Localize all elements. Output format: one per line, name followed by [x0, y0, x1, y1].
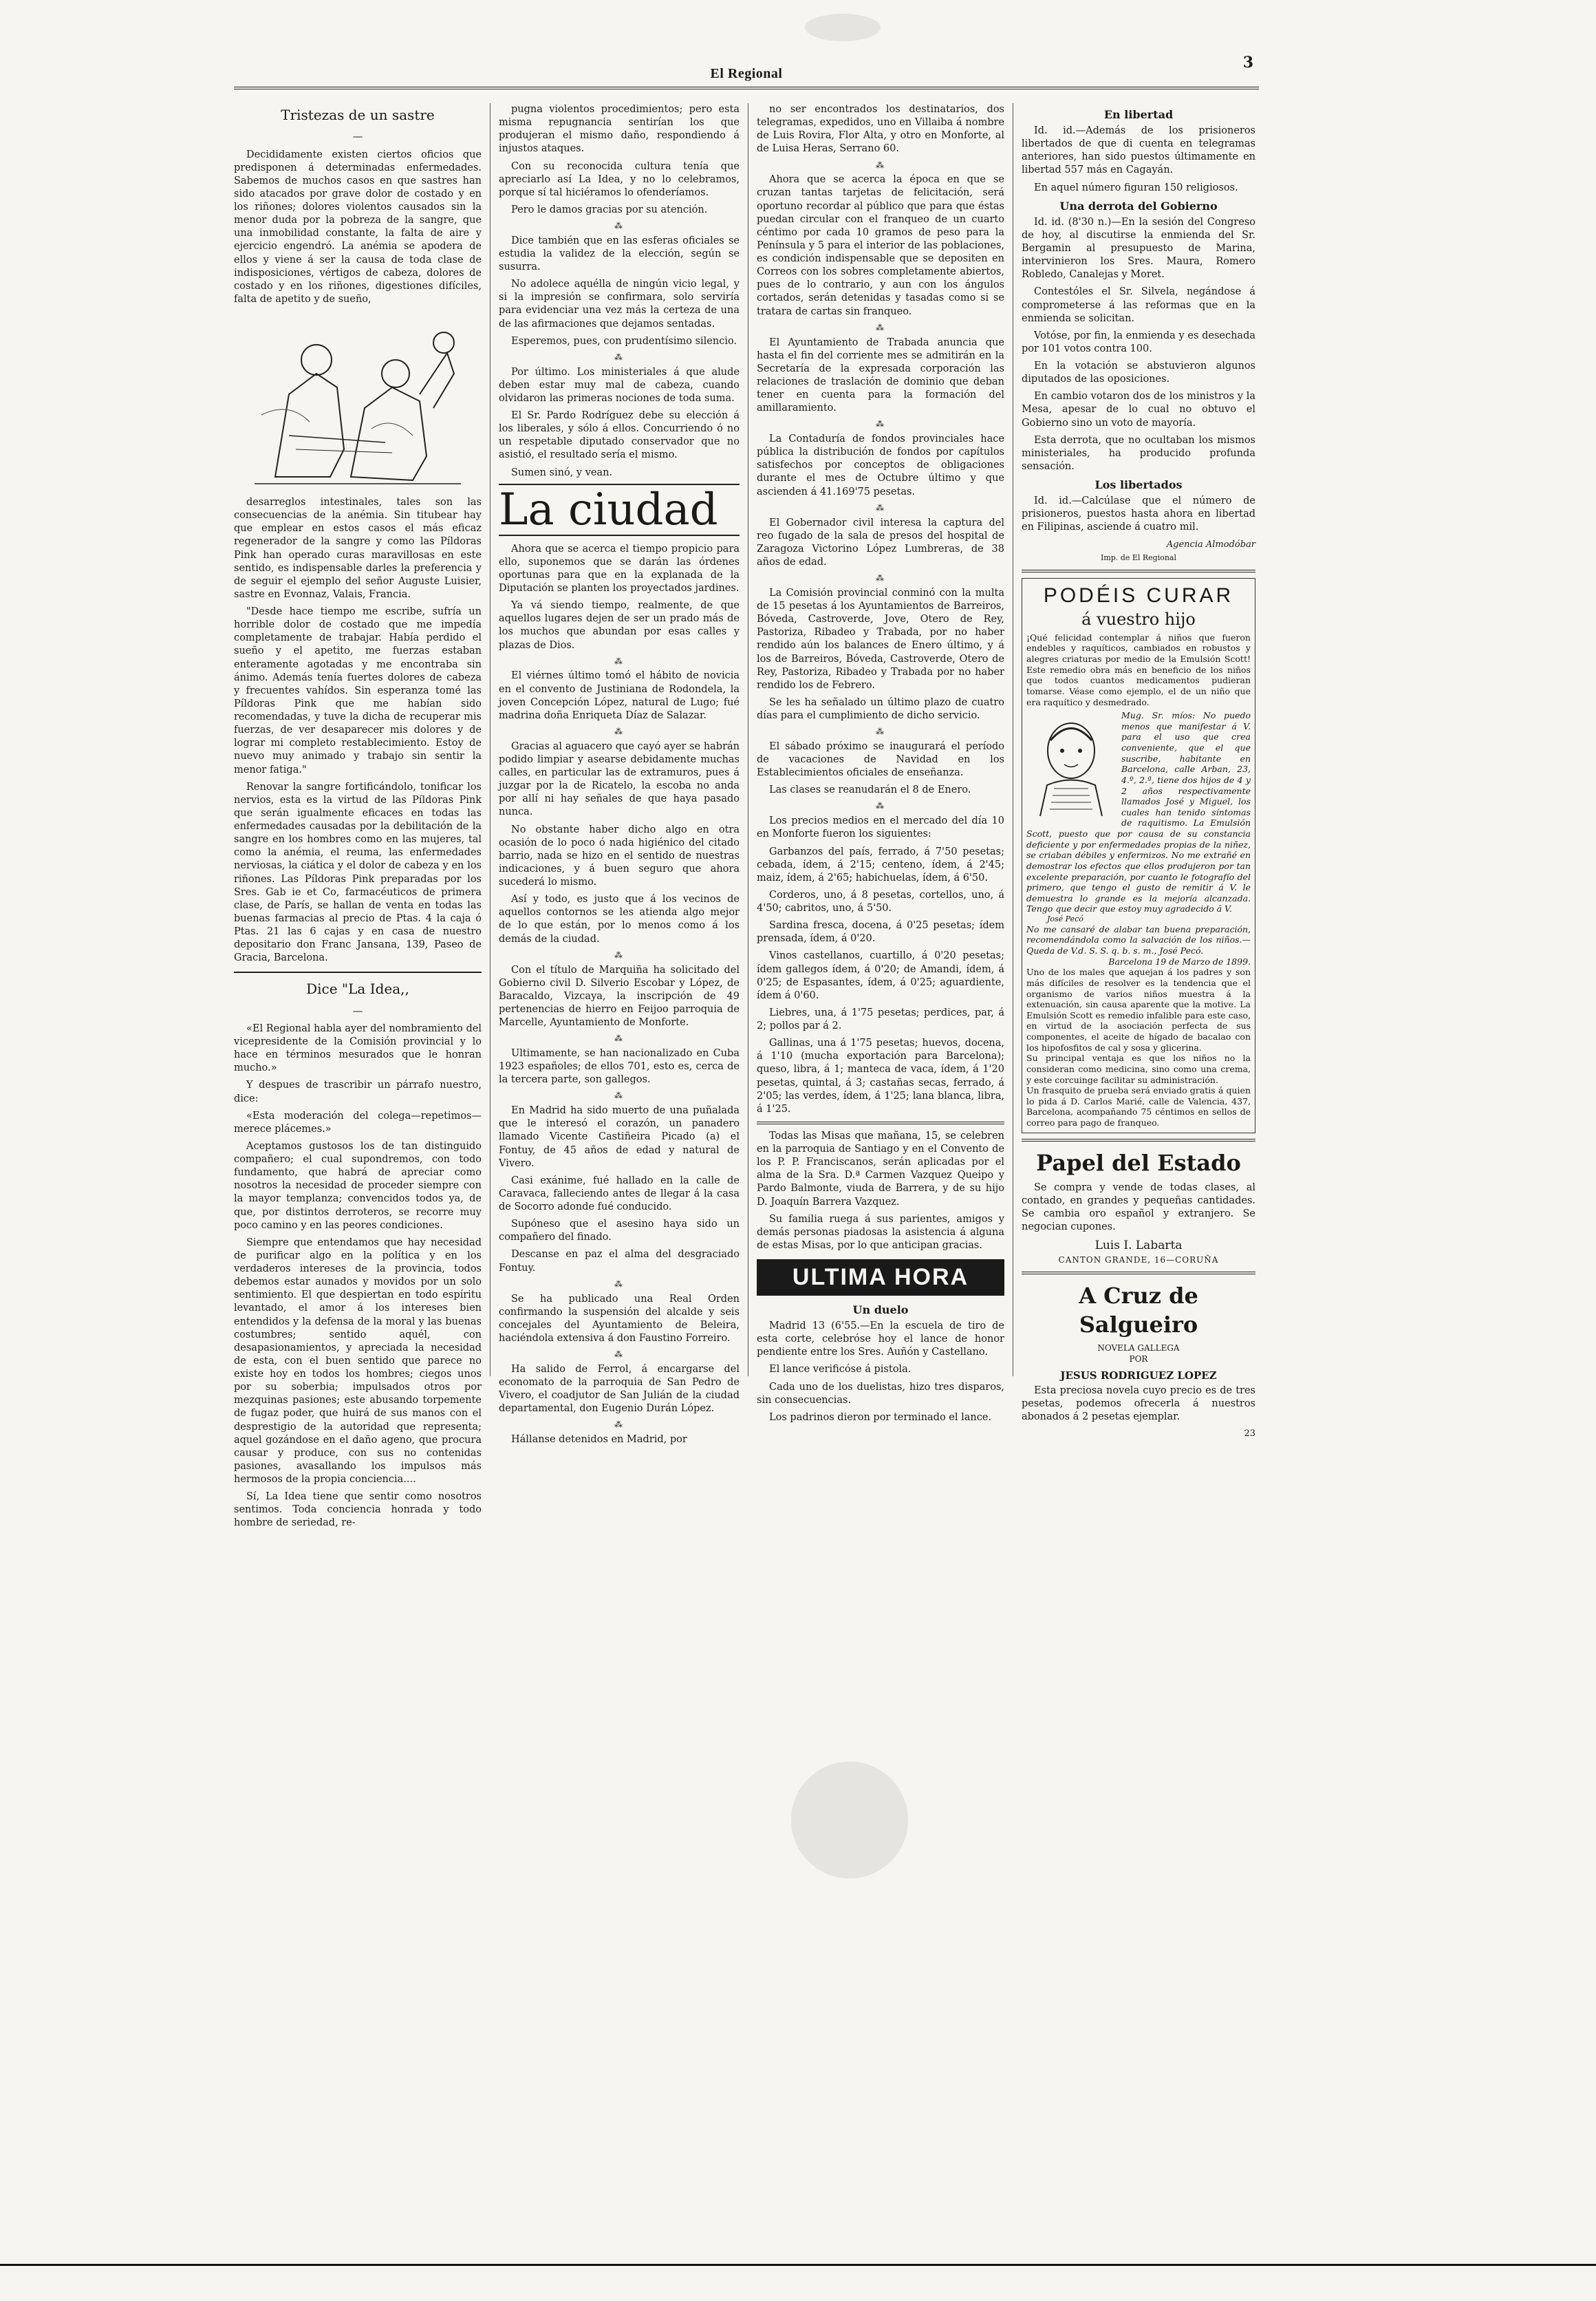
article-paragraph: desarreglos intestinales, tales son las consecuencias de la anémia. Sin titubear hay que emplear en estos casos el más eficaz regenerador de la sangre y como las Píldoras Pink han operado curas maravillosas en este sentido, es indispensable darles la preferencia y de seguir el ejemplo del señor Auguste Luisier, sastre en Evonnaz, Valais, Francia. — [234, 497, 482, 600]
page-bottom-edge — [0, 2264, 1596, 2266]
article-paragraph: Vinos castellanos, cuartillo, á 0'20 pesetas; ídem gallegos ídem, á 0'20; de Amandi, ídem, á 0'25; de Espasantes, ídem, á 0'25; aguardiente, ídem á 0'60. — [757, 950, 1004, 1001]
article-paragraph: En Madrid ha sido muerto de una puñalada que le interesó el corazón, un panadero llamado Vicente Castiñeira Picado (a) el Fontuy, de 45 años de edad y natural de Vivero. — [499, 1105, 740, 1169]
separator-asterisks: ⁂ — [614, 726, 624, 736]
tailor-illustration — [248, 312, 468, 491]
article-paragraph: Madrid 13 (6'55.—En la escuela de tiro de esta corte, celebróse hoy el lance de honor pendiente entre los Sres. Auñón y Castellano. — [757, 1320, 1004, 1358]
article-paragraph: Ha salido de Ferrol, á encargarse del economato de la parroquia de San Pedro de Vivero, el coadjutor de San Julián de la ciudad departamental, don Eugenio Durán López. — [499, 1363, 740, 1415]
article-paragraph: Se ha publicado una Real Orden confirmando la suspensión del alcalde y seis concejales del Ayuntamiento de Beleira, haciéndola extensiva á don Faustino Forreiro. — [499, 1293, 740, 1344]
column-3 — [757, 103, 1004, 1428]
ad-text: ¡Qué felicidad contemplar á niños que fueron endebles y raquíticos, cambiados en robustos y alegres criaturas por medio de la Emulsión Scott! Este remedio obra más en beneficio de los niños que todos cuantos medicamentos pudieran tomarse. Véase como ejemplo, el de un niño que era raquítico y desmedrado. — [1026, 632, 1251, 707]
separator-asterisks: ⁂ — [876, 322, 885, 332]
article-paragraph: Así y todo, es justo que á los vecinos de aquellos contornos se les atienda algo mejor de lo que están, por lo menos como á los demás de la ciudad. — [499, 894, 740, 945]
article-paragraph: Todas las Misas que mañana, 15, se celebren en la parroquia de Santiago y en el Convento de los P. P. Franciscanos, serán aplicadas por el alma de la Sra. D.ª Carmen Vazquez Queipo y Pardo Balmonte, viuda de Barrera, y de su hijo D. Joaquín Barrera Vazquez. — [757, 1130, 1004, 1208]
article-paragraph: El lance verificóse á pistola. — [769, 1364, 912, 1376]
article-paragraph: Hállanse detenidos en Madrid, por — [511, 1434, 687, 1446]
article-paragraph: Se les ha señalado un último plazo de cuatro días para el cumplimiento de dicho servicio. — [757, 696, 1004, 722]
article-paragraph: Los precios medios en el mercado del día 10 en Monforte fueron los siguientes: — [757, 815, 1004, 840]
article-paragraph: Gallinas, una á 1'75 pesetas; huevos, docena, á 1'10 (mucha exportación para Barcelona); queso, libra, á 1; manteca de vaca, ídem, á 1'20 pesetas, quintal, á 3; castañas secas, ferrado, á 2'05; las verdes, ídem, á 1'25; lana blanca, libra, á 1'25. — [757, 1038, 1004, 1115]
article-heading-libertados: Los libertados — [1094, 478, 1183, 492]
ad-text: Uno de los males que aquejan á los padres y son más difíciles de resolver es la tendencia que el organismo de varios niños muestra á la extenuación, sin causa aparente que la motive. La Emulsión Scott es remedio infalible para este caso, en virtud de la asociación perfecta de sus componentes, el aceite de hígado de bacalao con los hipofosfitos de cal y sosa y glicerina. — [1026, 967, 1251, 1053]
article-paragraph: Pero le damos gracias por su atención. — [511, 204, 708, 215]
article-paragraph: Su familia ruega á sus parientes, amigos y demás personas piadosas la asistencia á alguna de estas Misas, por lo que anticipan gracias. — [757, 1213, 1004, 1251]
separator-asterisks: ⁂ — [614, 950, 624, 960]
article-paragraph: Sí, La Idea tiene que sentir como nosotros sentimos. Toda conciencia honrada y todo hombre de seriedad, re- — [234, 1491, 482, 1529]
masthead-rule — [234, 87, 1259, 89]
article-paragraph: La Comisión provincial conminó con la multa de 15 pesetas á los Ayuntamientos de Barreiros, Bóveda, Castroverde, Jove, Otero de Rey, Pastoriza, Ribadeo y Trabada, por no haber rendido aún los balances de Enero último, y á los de Barreiros, Bóveda, Castroverde, Otero de Rey, Pastoriza, Ribadeo y Trabada por no haber rendido los de Febrero. — [757, 587, 1004, 691]
masthead — [234, 48, 1259, 96]
article-paragraph: Id. id.—Calcúlase que el número de prisioneros, puestos hasta ahora en libertad en Filipinas, asciende á cuatro mil. — [1022, 495, 1255, 533]
advertisement-emulsion-scott — [1022, 578, 1255, 1133]
article-paragraph: En la votación se abstuvieron algunos diputados de las oposiciones. — [1022, 361, 1255, 385]
article-paragraph: La Contaduría de fondos provinciales hace pública la distribución de fondos por capítulos satisfechos por conceptos de obligaciones durante el mes de Octubre último y que ascienden á 41.169'75 pesetas. — [757, 434, 1004, 497]
separator-asterisks: ⁂ — [614, 352, 624, 362]
separator-asterisks: ⁂ — [876, 727, 885, 737]
ad-testimonial: Mug. Sr. míos: No puedo menos que manifestar á V. para el uso que crea conveniente, que el que suscribe, habitante en Barcelona, calle Arban, 23, 4.º, 2.ª, tiene dos hijos de 4 y 2 años respectivamente llamados José y Miguel, los cuales han tenido síntomas de raquitismo. La Emulsión Scott, puesto que por causa de su constancia deficiente y por enfermedades propias de la niñez, se criaban débiles y enfermizos. No me extrañé en demostrar los efectos que ellos produjeron por tan excelente preparación, por cuanto le fotografío del primero, que tengo el gusto de remitir á V. le demuestra lo grande es la mejoría alcanzada. Tengo que decir que estoy muy agradecido á V. — [1026, 710, 1251, 914]
separator-asterisks: ⁂ — [876, 419, 885, 429]
article-heading-libertad: En libertad — [1103, 108, 1174, 121]
article-paragraph: Los padrinos dieron por terminado el lance. — [769, 1411, 992, 1423]
ad-title: PODÉIS CURAR — [1043, 584, 1234, 608]
article-paragraph: En cambio votaron dos de los ministros y la Mesa, apesar de lo cual no obtuvo el Gobierno sino un voto de mayoría. — [1022, 391, 1255, 429]
ad-number: 23 — [1244, 1428, 1255, 1439]
article-paragraph: Dice también que en las esferas oficiales se estudia la validez de la elección, según se susurra. — [499, 235, 740, 273]
faint-stamp-mark — [805, 14, 881, 41]
article-heading-tristezas: Tristezas de un sastre — [281, 107, 435, 123]
article-paragraph: Ahora que se acerca el tiempo propicio para ello, suponemos que se darán las órdenes oportunas para que en la explanada de la Diputación se planten los proyectados jardines. — [499, 543, 740, 595]
faint-stamp-mark — [791, 1762, 908, 1879]
imprint: Imp. de El Regional — [1100, 553, 1177, 562]
article-heading-derrota: Una derrota del Gobierno — [1059, 199, 1218, 213]
article-paragraph: Ahora que se acerca la época en que se cruzan tantas tarjetas de felicitación, será oportuno recordar al público que para que éstas puedan circular con el franqueo de un cuarto céntimo por cada 10 gramos de peso para la Península y 5 para el interior de las poblaciones, es condición indispensable que se depositen en Correos con los sobres completamente abiertos, pues de lo contrario, y aun con los ángulos cortados, serán detenidas y tasadas como si se tratara de cartas sin franqueo. — [757, 174, 1004, 317]
article-paragraph: Contestóles el Sr. Silvela, negándose á comprometerse á las reformas que en la enmienda se solicitan. — [1022, 286, 1255, 324]
article-paragraph: «El Regional habla ayer del nombramiento del vicepresidente de la Comisión provincial y lo hace en términos mesurados que le honran mucho.» — [234, 1023, 482, 1074]
agency-signature: Agencia Almodóbar — [1166, 539, 1255, 550]
article-paragraph: Casi exánime, fué hallado en la calle de Caravaca, falleciendo antes de llegar á la casa de Socorro adonde fué conducido. — [499, 1175, 740, 1213]
article-paragraph: Con su reconocida cultura tenía que apreciarlo así La Idea, y no lo celebramos, porque sí tal hiciéramos lo ofenderíamos. — [499, 160, 740, 198]
article-paragraph: El Sr. Pardo Rodríguez debe su elección á los liberales, y sólo á ellos. Concurriendo ó no un respetable diputado conservador que no asistió, el resultado sería el mismo. — [499, 410, 740, 461]
article-paragraph: Esperemos, pues, con prudentísimo silencio. — [511, 335, 737, 347]
article-paragraph: No obstante haber dicho algo en otra ocasión de lo poco ó nada higiénico del citado barrio, nada se hizo en el sentido de nuestras indicaciones, y á buen seguro que ahora sucederá lo mismo. — [499, 824, 740, 888]
newspaper-title: El Regional — [710, 66, 783, 81]
article-paragraph: Garbanzos del país, ferrado, á 7'50 pesetas; cebada, ídem, á 2'15; centeno, ídem, á 2'45; maiz, ídem, á 2'65; habichuelas, ídem, á 6'50. — [757, 846, 1004, 884]
section-banner-la-ciudad: La ciudad — [499, 484, 740, 536]
ad-papel-estado-text: Se compra y vende de todas clases, al contado, en grandes y pequeñas cantidades. Se cambia oro español y extranjero. Se negocian cupones. — [1022, 1181, 1255, 1233]
ad-novela-por: POR — [1129, 1353, 1148, 1364]
article-paragraph: Liebres, una, á 1'75 pesetas; perdices, par, á 2; pollos par á 2. — [757, 1007, 1004, 1032]
article-paragraph: Con el título de Marquiña ha solicitado del Gobierno civil D. Silverio Escobar y López, de Baracaldo, Vizcaya, la inscripción de 49 pertenencias de hierro en Feijoo parroquia de Marcelle, Ayuntamiento de Monforte. — [499, 964, 740, 1029]
separator-asterisks: ⁂ — [614, 1278, 624, 1289]
article-paragraph: Por último. Los ministeriales á que alude deben estar muy mal de cabeza, cuando olvidaron las primeras nociones de toda suma. — [499, 366, 740, 404]
ad-papel-estado-address: CANTON GRANDE, 16—CORUÑA — [1058, 1254, 1219, 1265]
child-portrait-illustration — [1026, 713, 1116, 816]
article-heading-duelo: Un duelo — [852, 1303, 909, 1316]
article-paragraph: Siempre que entendamos que hay necesidad de purificar algo en la política y en los verdaderos intereses de la provincia, todos debemos estar aunados y movidos por un solo sentimiento. El que despiertan en todo espíritu levantado, el amor á los intereses bien entendidos y la defensa de la moral y las buenas costumbres; sentido aquél, con desapasionamientos, y apreciada la necesidad de esta, con el buen sentido que parece no existe hoy en todos los hombres; ciegos unos por su soberbia; impulsados otros por mezquinas pasiones; este abusando torpemente de fugaz poder, que huirá de sus manos con el desprestigio de la autoridad que representa; aquel gozándose en el daño ageno, que procura causar y produce, con sus no contenidas pasiones, avasallando los impulsos más hermosos de la propia conciencia.... — [234, 1237, 482, 1486]
separator-asterisks: ⁂ — [614, 1420, 624, 1430]
page-number: 3 — [1242, 54, 1253, 72]
column-1: Tristezas de un sastre — Decididamente existen ciertos oficios que predisponen á determinadas enfermedades. Sabemos de muchos casos en que sastres han sido atacados por grave dolor de costado y en los riñones; dolores violentos causados sin la menor duda por la pobreza de la sangre, que una inmobilidad constante, la falta de aire y ejercicio engendró. La anémia se apodera de ellos y viene á ser la causa de toda clase de indisposiciones, vértigos de cabeza, dolores de costado y en los riñones, digestiones difíciles, falta de apetito y de sueño, desarreglos intestinales, tales son las consecuencias de la anémia. Sin titubear hay que emplear en estos casos el más eficaz regenerador de la sangre y como las Píldoras Pink han operado curas maravillosas en este sentido, es indispensable darles la preferencia y de seguir el ejemplo del señor Auguste Luisier, sastre en Evonnaz, Valais, Francia. "Desde hace tiempo me escribe, sufría un horrible dolor de costado que me impedía completamente de trabajar. Había perdido el sueño y el apetito, me fuerzas estaban enteramente agotadas y me encontraba sin ánimo. Además tenía fuertes dolores de cabeza y frecuentes vahídos. Sin esperanza tomé las Píldoras Pink que me habían sido recomendadas, y tuve la dicha de recuperar mis fuerzas, de ver desaparecer mis dolores y de lograr mi completo restablecimiento. Estoy de nuevo muy animado y trabajo sin sentir la menor fatiga." Renovar la sangre fortificándolo, tonificar los nervios, esta es la virtud de las Píldoras Pink que serán igualmente eficaces en todas las enfermedades causadas por la debilitación de la sangre en los hombres como en las mujeres, tal como la anémia, el reuma, las enfermedades nerviosas, la ciática y el dolor de cabeza y en los riñones. Las Píldoras Pink preparadas por los Sres. Gab ie et Co, farmacéuticos de primera clase, de París, se hallan de venta en todas las buenas farmacias al precio de Ptas. 4 la caja ó Ptas. 21 las 6 cajas y en casa de nuestro depositario don Franc Jansana, 139, Paseo de Gracia, Barcelona. Dice "La Idea,, — «El Regional habla ayer del nombramiento del vicepresidente de la Comisión provincial y lo hace en términos mesurados que le honran mucho.» Y despues de trascribir un párrafo nuestro, dice: «Esta moderación del colega—repetimos—merece plácemes.» Aceptamos gustosos los de tan distinguido compañero; el cual supondremos, con todo fundamento, que habrá de apreciar como nosotros la necesidad de proceder siempre con la mayor templanza; convencidos todos ya, de que, por distintos derroteros, se recorre muy poco camino y en las peores condiciones. Siempre que entendamos que hay necesidad de purificar algo en la política y en los verdaderos intereses de la provincia, todos debemos estar aunados y movidos por un solo sentimiento. El que despiertan en todo espíritu levantado, el amor á los intereses bien entendidos y la defensa de la moral y las buenas costumbres; sentido aquél, con desapasionamientos, y apreciada la necesidad de esta, con el buen sentido que parece no existe hoy en todos los hombres; ciegos unos por su soberbia; impulsados otros por mezquinas pasiones; este abusando torpemente de fugaz poder, que huirá de sus manos con el desprestigio de la autoridad que representa; aquel gozándose en el daño ageno, que procura causar y produce, con sus no contenidas pasiones, avasallando los impulsos más hermosos de la propia conciencia.... Sí, La Idea tiene que sentir como nosotros sentimos. Toda conciencia honrada y todo hombre de seriedad, re- — [234, 103, 482, 1534]
article-paragraph: El Ayuntamiento de Trabada anuncia que hasta el fin del corriente mes se admitirán en la Secretaría de la expresada corporación las relaciones de traslación de dominio que deban tener en cuenta para la formación del amillaramiento. — [757, 336, 1004, 414]
article-paragraph: Ya vá siendo tiempo, realmente, de que aquellos lugares dejen de ser un prado más de los muchos que abundan por esas calles y plazas de Dios. — [499, 600, 740, 651]
ad-date: Barcelona 19 de Marzo de 1899. — [1108, 956, 1251, 967]
column-4 — [1022, 103, 1255, 1440]
ad-novela-title: A Cruz de Salgueiro — [1079, 1282, 1198, 1338]
separator-asterisks: ⁂ — [614, 1091, 624, 1101]
ad-novela-text: Esta preciosa novela cuyo precio es de tres pesetas, podemos ofrecerla á nuestros abonados á 2 pesetas ejemplar. — [1022, 1384, 1255, 1422]
article-paragraph: Gracias al aguacero que cayó ayer se habrán podido limpiar y asearse debidamente muchas calles, en particular las de extramuros, pues á juzgar por la de Ricatelo, la escoba no anda por allí ni hay señales de que haya pasado nunca. — [499, 740, 740, 818]
separator-asterisks: ⁂ — [876, 160, 885, 170]
article-paragraph: Corderos, uno, á 8 pesetas, cortellos, uno, á 4'50; cabritos, uno, á 5'50. — [757, 889, 1004, 914]
ad-novela-author: JESUS RODRIGUEZ LOPEZ — [1060, 1369, 1217, 1382]
article-paragraph: Sumen sinó, y vean. — [511, 467, 613, 478]
article-paragraph: Id. id.—Además de los prisioneros libertados de que di cuenta en telegramas anteriores, han sido puestos últimamente en libertad 557 más en Cagayán. — [1022, 125, 1255, 176]
article-paragraph: En aquel número figuran 150 religiosos. — [1034, 182, 1238, 193]
ad-papel-estado-title: Papel del Estado — [1036, 1149, 1241, 1176]
article-paragraph: pugna violentos procedimientos; pero esta misma repugnancia sentirían los que produjeran el mismo daño, respondiendo á injustos ataques. — [499, 104, 740, 155]
article-paragraph: Supóneso que el asesino haya sido un compañero del finado. — [499, 1219, 740, 1243]
article-paragraph: Ultimamente, se han nacionalizado en Cuba 1923 españoles; de ellos 701, esto es, cerca de la tercera parte, son gallegos. — [499, 1047, 740, 1086]
article-paragraph: Id. id. (8'30 n.)—En la sesión del Congreso de hoy, al discutirse la enmienda del Sr. Bergamin al presupuesto de Marina, intervinieron los Sres. Maura, Romero Robledo, Canalejas y Moret. — [1022, 216, 1255, 281]
article-paragraph: El Gobernador civil interesa la captura del reo fugado de la sala de presos del hospital de Zaragoza Victorino López Lumbreras, de 38 años de edad. — [757, 517, 1004, 568]
newspaper-page — [234, 48, 1259, 1529]
article-paragraph: El sábado próximo se inaugurará el período de vacaciones de Navidad en los Establecimientos oficiales de enseñanza. — [757, 740, 1004, 779]
article-paragraph: Votóse, por fin, la enmienda y es desechada por 101 votos contra 100. — [1022, 330, 1255, 354]
article-paragraph: «Esta moderación del colega—repetimos—merece plácemes.» — [234, 1110, 482, 1135]
ad-closing: No me cansaré de alabar tan buena preparación, recomendándola como la salvación de los niños.—Queda de V.d. S. S. q. b. s. m., José Pecó. — [1026, 923, 1251, 956]
separator-asterisks: ⁂ — [614, 221, 624, 231]
article-paragraph: Descanse en paz el alma del desgraciado Fontuy. — [499, 1249, 740, 1274]
article-paragraph: No adolece aquélla de ningún vicio legal, y si la impresión se confirmara, solo serviría para evidenciar una vez más la certeza de una de las afirmaciones que dejamos sentadas. — [499, 279, 740, 330]
article-paragraph: Decididamente existen ciertos oficios que predisponen á determinadas enfermedades. Sabemos de muchos casos en que sastres han sido atacados por grave dolor de costado y en los riñones; dolores violentos causados sin la menor duda por la pobreza de la sangre, que una inmobilidad constante, la falta de aire y ejercicio engendró. La anémia se apodera de ellos y viene á ser la causa de toda clase de indisposiciones, vértigos de cabeza, dolores de costado y en los riñones, digestiones difíciles, falta de apetito y de sueño, — [234, 149, 482, 305]
article-paragraph: Sardina fresca, docena, á 0'25 pesetas; ídem prensada, ídem, á 0'20. — [757, 920, 1004, 945]
article-paragraph: no ser encontrados los destinatarios, dos telegramas, expedidos, uno en Villaiba á nombre de Luis Rovira, Flor Alta, y otro en Monforte, al de Luisa Heras, Serrano 60. — [757, 104, 1004, 155]
article-paragraph: Las clases se reanudarán el 8 de Enero. — [769, 784, 971, 796]
article-paragraph: Renovar la sangre fortificándolo, tonificar los nervios, esta es la virtud de las Píldoras Pink que serán igualmente eficaces en todas las enfermedades causadas por la debilitación de la sangre en los hombres como en las mujeres, tal como la anémia, el reuma, las enfermedades nerviosas, la ciática y el dolor de cabeza y en los riñones. Las Píldoras Pink preparadas por los Sres. Gab ie et Co, farmacéuticos de primera clase, de París, se hallan de venta en todas las buenas farmacias al precio de Ptas. 4 la caja ó Ptas. 21 las 6 cajas y en casa de nuestro depositario don Franc Jansana, 139, Paseo de Gracia, Barcelona. — [234, 781, 482, 964]
article-paragraph: Cada uno de los duelistas, hizo tres disparos, sin consecuencias. — [757, 1381, 1004, 1406]
article-paragraph: Aceptamos gustosos los de tan distinguido compañero; el cual supondremos, con todo fundamento, que habrá de apreciar como nosotros la necesidad de proceder siempre con la mayor templanza; convencidos todos ya, de que, por distintos derroteros, se recorre muy poco camino y en las peores condiciones. — [234, 1140, 482, 1231]
article-paragraph: Y despues de trascribir un párrafo nuestro, dice: — [234, 1080, 482, 1104]
separator-asterisks: ⁂ — [876, 502, 885, 513]
article-paragraph: El viérnes último tomó el hábito de novicia en el convento de Justiniana de Rodondela, la joven Concepción López, natural de Lugo; fué madrina doña Enriqueta Díaz de Salazar. — [499, 670, 740, 721]
separator-asterisks: ⁂ — [614, 1349, 624, 1359]
ad-text: Su principal ventaja es que los niños no la consideran como medicina, sino como una crema, y este corcuinge facilitar su administración. — [1026, 1053, 1251, 1085]
column-2 — [499, 103, 740, 1451]
portrait-caption: José Pecó — [1047, 914, 1083, 923]
separator-asterisks: ⁂ — [614, 656, 624, 666]
article-heading-la-idea: Dice "La Idea,, — [306, 981, 409, 998]
ad-subtitle: á vuestro hijo — [1081, 609, 1196, 629]
separator-asterisks: ⁂ — [614, 1034, 624, 1044]
separator-asterisks: ⁂ — [876, 801, 885, 811]
separator-asterisks: ⁂ — [876, 573, 885, 584]
ad-novela-subtitle: NOVELA GALLEGA — [1097, 1343, 1180, 1353]
ad-text: Un frasquito de prueba será enviado gratis á quien lo pida á D. Carlos Marié, calle de Valencia, 437, Barcelona, acompañando 75 céntimos en sellos de correo para pago de franqueo. — [1026, 1085, 1251, 1128]
section-banner-ultima-hora: ULTIMA HORA — [757, 1259, 1004, 1296]
article-paragraph: "Desde hace tiempo me escribe, sufría un horrible dolor de costado que me impedía completamente de trabajar. Había perdido el sueño y el apetito, me fuerzas estaban enteramente agotadas y me encontraba sin ánimo. Además tenía fuertes dolores de cabeza y frecuentes vahídos. Sin esperanza tomé las Píldoras Pink que me habían sido recomendadas, y tuve la dicha de recuperar mis fuerzas, de ver desaparecer mis dolores y de lograr mi completo restablecimiento. Estoy de nuevo muy animado y trabajo sin sentir la menor fatiga." — [234, 606, 482, 775]
ad-papel-estado-name: Luis I. Labarta — [1094, 1239, 1183, 1253]
article-paragraph: Esta derrota, que no ocultaban los mismos ministeriales, ha producido profunda sensación. — [1022, 434, 1255, 472]
